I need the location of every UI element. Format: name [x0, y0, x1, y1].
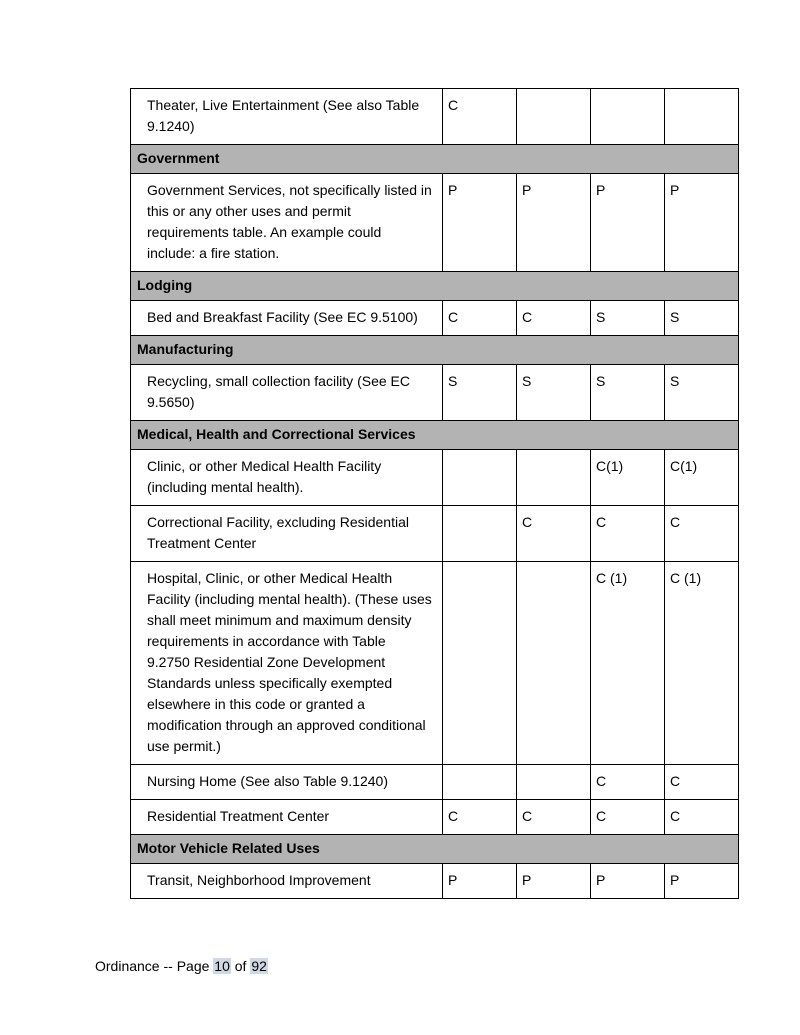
section-header-row [131, 421, 739, 450]
permit-value-cell: P [443, 864, 517, 899]
permit-table-body [131, 89, 739, 899]
permit-value-cell: S [591, 301, 665, 336]
use-name-cell: Correctional Facility, excluding Residential Treatment Center [131, 506, 443, 562]
permit-value-cell: P [443, 174, 517, 272]
use-name-cell: Nursing Home (See also Table 9.1240) [131, 765, 443, 800]
permit-value-cell: C [665, 765, 739, 800]
permit-value-cell: S [443, 365, 517, 421]
section-header-cell: Medical, Health and Correctional Services [131, 421, 739, 450]
permit-value-cell: C [443, 301, 517, 336]
permit-value-cell: C (1) [591, 562, 665, 765]
permit-value-cell: C [517, 301, 591, 336]
permit-value-cell: P [517, 864, 591, 899]
permit-value-cell [443, 450, 517, 506]
permit-value-cell: C [591, 800, 665, 835]
permit-value-cell: C [443, 89, 517, 145]
permit-value-cell [517, 562, 591, 765]
use-name-cell: Residential Treatment Center [131, 800, 443, 835]
permit-value-cell: C [665, 506, 739, 562]
permit-value-cell: P [591, 174, 665, 272]
use-name-cell: Government Services, not specifically listed in this or any other uses and permit requirements table. An example could include: a fire station. [131, 174, 443, 272]
use-row [131, 562, 739, 765]
section-header-cell: Motor Vehicle Related Uses [131, 835, 739, 864]
use-name-cell: Clinic, or other Medical Health Facility (including mental health). [131, 450, 443, 506]
section-header-row [131, 272, 739, 301]
footer-of-label: of [234, 958, 247, 974]
permit-value-cell: P [517, 174, 591, 272]
permit-value-cell: C [443, 800, 517, 835]
permit-value-cell [665, 89, 739, 145]
use-row [131, 864, 739, 899]
permit-value-cell: C [517, 506, 591, 562]
section-header-row [131, 145, 739, 174]
use-row [131, 365, 739, 421]
page-total-field: 92 [251, 958, 267, 974]
permit-value-cell: S [665, 365, 739, 421]
footer-label: Ordinance -- Page [95, 958, 210, 974]
permit-value-cell: C [517, 800, 591, 835]
permit-value-cell [517, 89, 591, 145]
permit-value-cell [443, 506, 517, 562]
section-header-row [131, 835, 739, 864]
use-row [131, 800, 739, 835]
permit-table [130, 88, 739, 899]
permit-value-cell: C [591, 506, 665, 562]
permit-value-cell [517, 765, 591, 800]
permit-value-cell: C (1) [665, 562, 739, 765]
permit-value-cell: C [591, 765, 665, 800]
use-row [131, 89, 739, 145]
permit-value-cell: S [517, 365, 591, 421]
section-header-cell: Government [131, 145, 739, 174]
section-header-cell: Manufacturing [131, 336, 739, 365]
use-row [131, 174, 739, 272]
page-number-field: 10 [214, 958, 230, 974]
permit-value-cell: S [591, 365, 665, 421]
permit-value-cell: C(1) [665, 450, 739, 506]
use-name-cell: Transit, Neighborhood Improvement [131, 864, 443, 899]
permit-value-cell: S [665, 301, 739, 336]
use-row [131, 301, 739, 336]
permit-value-cell: P [665, 864, 739, 899]
use-name-cell: Hospital, Clinic, or other Medical Health Facility (including mental health). (These uses shall meet minimum and maximum density requirements in accordance with Table 9.2750 Residential Zone Development Standards unless specifically exempted elsewhere in this code or granted a modification through an approved conditional use permit.) [131, 562, 443, 765]
permit-value-cell: C [665, 800, 739, 835]
use-name-cell: Bed and Breakfast Facility (See EC 9.5100) [131, 301, 443, 336]
use-row [131, 506, 739, 562]
section-header-row [131, 336, 739, 365]
permit-value-cell [443, 765, 517, 800]
permit-value-cell: C(1) [591, 450, 665, 506]
permit-value-cell: P [591, 864, 665, 899]
use-name-cell: Recycling, small collection facility (See EC 9.5650) [131, 365, 443, 421]
permit-value-cell: P [665, 174, 739, 272]
page-footer [95, 956, 268, 977]
use-row [131, 450, 739, 506]
permit-value-cell [443, 562, 517, 765]
permit-value-cell [517, 450, 591, 506]
permit-value-cell [591, 89, 665, 145]
section-header-cell: Lodging [131, 272, 739, 301]
use-name-cell: Theater, Live Entertainment (See also Table 9.1240) [131, 89, 443, 145]
use-row [131, 765, 739, 800]
